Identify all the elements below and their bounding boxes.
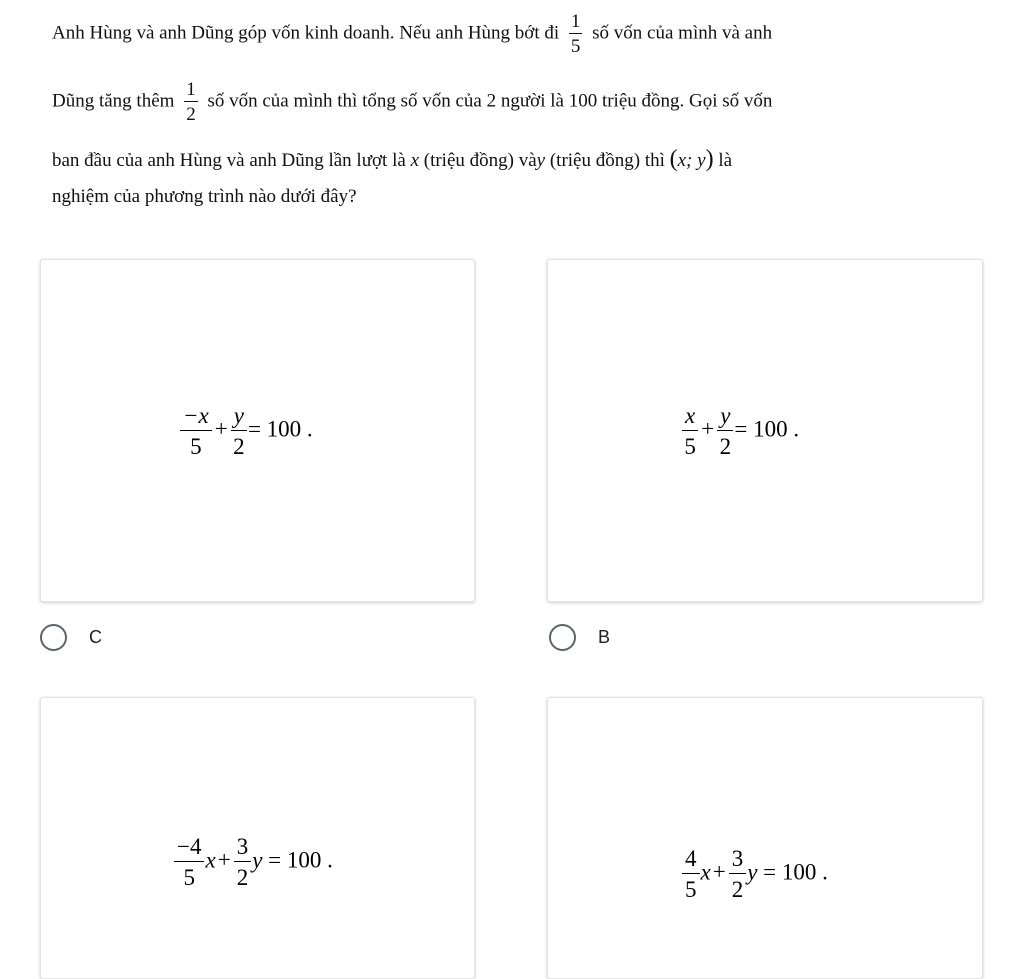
option-card-4[interactable]: [547, 697, 983, 979]
question-text-segment: là: [718, 150, 733, 171]
math-pair: x; y: [677, 150, 706, 171]
plus-sign: +: [701, 416, 715, 442]
fraction-denominator: 2: [186, 104, 196, 125]
math-variable-x: x: [205, 847, 216, 873]
question-text-segment: số vốn của mình và anh: [592, 22, 773, 44]
question-text-segment: ban đầu của anh Hùng và anh Dũng lần lượt là: [52, 150, 406, 171]
math-paren-close: ): [705, 146, 714, 172]
math-variable-x: x: [700, 859, 711, 885]
option-formula: [179, 404, 313, 458]
equation-rhs: = 100 .: [268, 847, 333, 873]
question-text-segment: (triệu đồng) và: [423, 150, 537, 171]
fraction-denominator: 2: [233, 434, 245, 459]
option-formula: [681, 847, 828, 901]
fraction-denominator: 5: [684, 434, 696, 459]
fraction: [729, 847, 747, 901]
math-paren-open: (: [669, 146, 678, 172]
equation-rhs: = 100 .: [734, 416, 800, 442]
question-text-segment: Dũng tăng thêm: [52, 90, 175, 112]
fraction-denominator: 2: [236, 865, 249, 890]
math-variable-y: y: [536, 150, 546, 171]
math-variable-y: y: [747, 859, 758, 885]
question-line-2: [52, 80, 772, 124]
plus-sign: +: [214, 416, 228, 442]
math-variable-x: x: [410, 150, 419, 171]
plus-sign: +: [217, 847, 231, 873]
fraction-denominator: 2: [719, 434, 732, 459]
option-card-3[interactable]: [40, 697, 475, 979]
plus-sign: +: [712, 859, 726, 885]
fraction: [234, 835, 252, 889]
fraction-numerator: −x: [180, 404, 212, 431]
option-formula: [173, 835, 333, 889]
equation-rhs: = 100 .: [763, 859, 828, 885]
option-label-c: C: [89, 627, 102, 647]
fraction: [184, 80, 198, 124]
option-row-b: [549, 624, 610, 651]
question-line-1: [52, 12, 772, 56]
fraction-numerator: 1: [570, 11, 581, 32]
option-card-b[interactable]: [547, 259, 983, 602]
fraction: [231, 404, 247, 458]
question-text-segment: Anh Hùng và anh Dũng góp vốn kinh doanh. Nếu anh Hùng bớt đi: [52, 22, 560, 44]
option-label-b: B: [598, 627, 611, 647]
equation-rhs: = 100 .: [247, 416, 313, 442]
fraction-numerator: 3: [729, 847, 747, 874]
question-text-segment: (triệu đồng) thì: [549, 150, 665, 171]
question-line-4: nghiệm của phương trình nào dưới đây?: [52, 186, 357, 207]
fraction: [174, 835, 204, 889]
radio-option-b[interactable]: [549, 624, 576, 651]
fraction-denominator: 5: [183, 865, 195, 890]
fraction-denominator: 5: [190, 434, 202, 459]
fraction-numerator: y: [717, 404, 733, 431]
math-variable-y: y: [252, 847, 263, 873]
fraction: [569, 12, 583, 56]
option-formula: [681, 404, 799, 458]
fraction: [180, 404, 212, 458]
fraction-numerator: y: [231, 404, 247, 431]
fraction-denominator: 5: [685, 877, 697, 902]
option-card-c[interactable]: [40, 259, 475, 602]
fraction: [717, 404, 733, 458]
fraction-denominator: 2: [731, 877, 744, 902]
fraction-numerator: x: [682, 404, 698, 431]
option-row-c: [40, 624, 102, 651]
fraction-numerator: −4: [174, 835, 204, 862]
fraction-numerator: 3: [234, 835, 252, 862]
fraction: [682, 404, 698, 458]
radio-option-c[interactable]: [40, 624, 67, 651]
fraction-denominator: 5: [570, 36, 581, 57]
fraction-numerator: 1: [186, 79, 196, 100]
question-text-segment: số vốn của mình thì tổng số vốn của 2 người là 100 triệu đồng. Gọi số vốn: [207, 90, 773, 112]
question-line-3: [52, 146, 732, 174]
fraction-numerator: 4: [682, 847, 700, 874]
fraction: [682, 847, 700, 901]
